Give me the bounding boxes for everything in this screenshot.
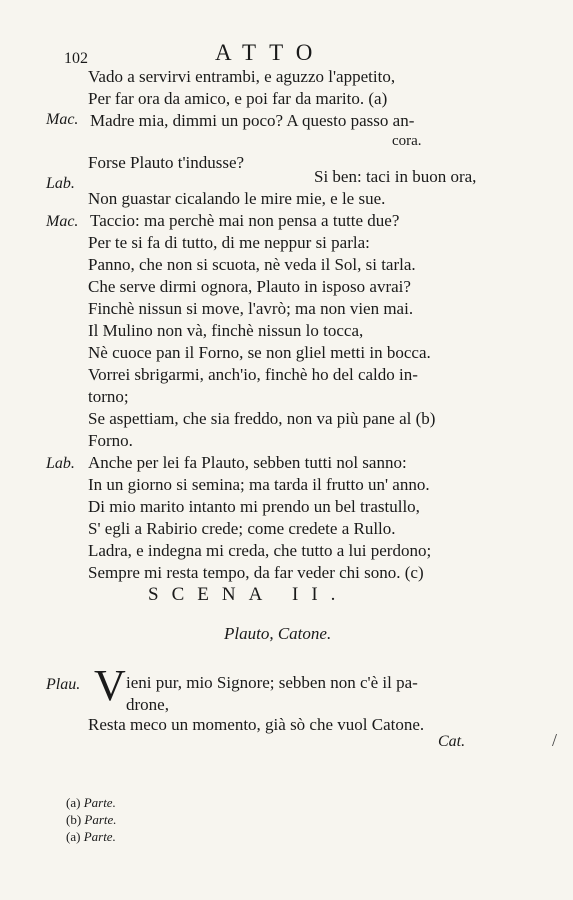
verse-line: Ladra, e indegna mi creda, che tutto a lui perdono; [88, 541, 432, 560]
running-head: ATTO [215, 40, 326, 65]
verse-line: Nè cuoce pan il Forno, se non gliel metti in bocca. [88, 343, 431, 362]
verse-line: drone, [126, 695, 169, 714]
verse-line: Non guastar cicalando le mire mie, e le sue. [88, 189, 386, 208]
verse-line: cora. [392, 133, 422, 149]
speaker-label: Mac. [46, 213, 79, 230]
page-number: 102 [64, 50, 88, 67]
verse-line: Il Mulino non và, finchè nissun lo tocca, [88, 321, 364, 340]
verse-line: Taccio: ma perchè mai non pensa a tutte due? [90, 211, 400, 230]
verse-line: torno; [88, 387, 129, 406]
verse-line: Se aspettiam, che sia freddo, non va più pane al (b) [88, 409, 436, 428]
speaker-label: Mac. [46, 111, 79, 128]
margin-mark: / [552, 730, 558, 750]
verse-line: Vado a servirvi entrambi, e aguzzo l'appetito, [88, 67, 396, 86]
verse-line: Forse Plauto t'indusse? [88, 153, 245, 172]
verse-line: Si ben: taci in buon ora, [314, 167, 477, 186]
verse-line: Per far ora da amico, e poi far da marito. (a) [88, 89, 388, 108]
footnote [66, 812, 117, 828]
verse-line: Panno, che non si scuota, nè veda il Sol, si tarla. [88, 255, 416, 274]
scene-characters: Plauto, Catone. [224, 624, 332, 643]
speaker-label: Plau. [46, 676, 81, 693]
verse-line: ieni pur, mio Signore; sebben non c'è il pa- [126, 673, 418, 692]
verse-line: Anche per lei fa Plauto, sebben tutti nol sanno: [88, 453, 407, 472]
footnote-mark: (a) [66, 829, 81, 844]
verse-line: Forno. [88, 431, 133, 450]
verse-line: Finchè nissun si move, l'avrò; ma non vien mai. [88, 299, 414, 318]
drop-cap: V [94, 661, 126, 710]
footnote [66, 795, 116, 811]
footnote [66, 829, 116, 845]
verse-line: Madre mia, dimmi un poco? A questo passo an- [90, 111, 415, 130]
verse-line: In un giorno si semina; ma tarda il frutto un' anno. [88, 475, 430, 494]
speaker-label: Lab. [46, 175, 75, 192]
verse-line: Di mio marito intanto mi prendo un bel trastullo, [88, 497, 420, 516]
speaker-label: Lab. [46, 455, 75, 472]
verse-line: Sempre mi resta tempo, da far veder chi sono. (c) [88, 563, 424, 582]
footnote-mark: (b) [66, 812, 82, 827]
verse-line: Per te si fa di tutto, di me neppur si parla: [88, 233, 370, 252]
footnote-text: Parte. [83, 829, 116, 844]
footnote-text: Parte. [83, 795, 116, 810]
verse-line: Che serve dirmi ognora, Plauto in isposo avrai? [88, 277, 411, 296]
verse-line: Resta meco un momento, già sò che vuol Catone. [88, 715, 425, 734]
verse-line: S' egli a Rabirio crede; come credete a Rullo. [88, 519, 396, 538]
catchword: Cat. [438, 733, 466, 750]
footnote-mark: (a) [66, 795, 81, 810]
footnote-text: Parte. [84, 812, 117, 827]
scene-title: SCENA II. [148, 584, 349, 605]
verse-line: Vorrei sbrigarmi, anch'io, finchè ho del caldo in- [88, 365, 418, 384]
